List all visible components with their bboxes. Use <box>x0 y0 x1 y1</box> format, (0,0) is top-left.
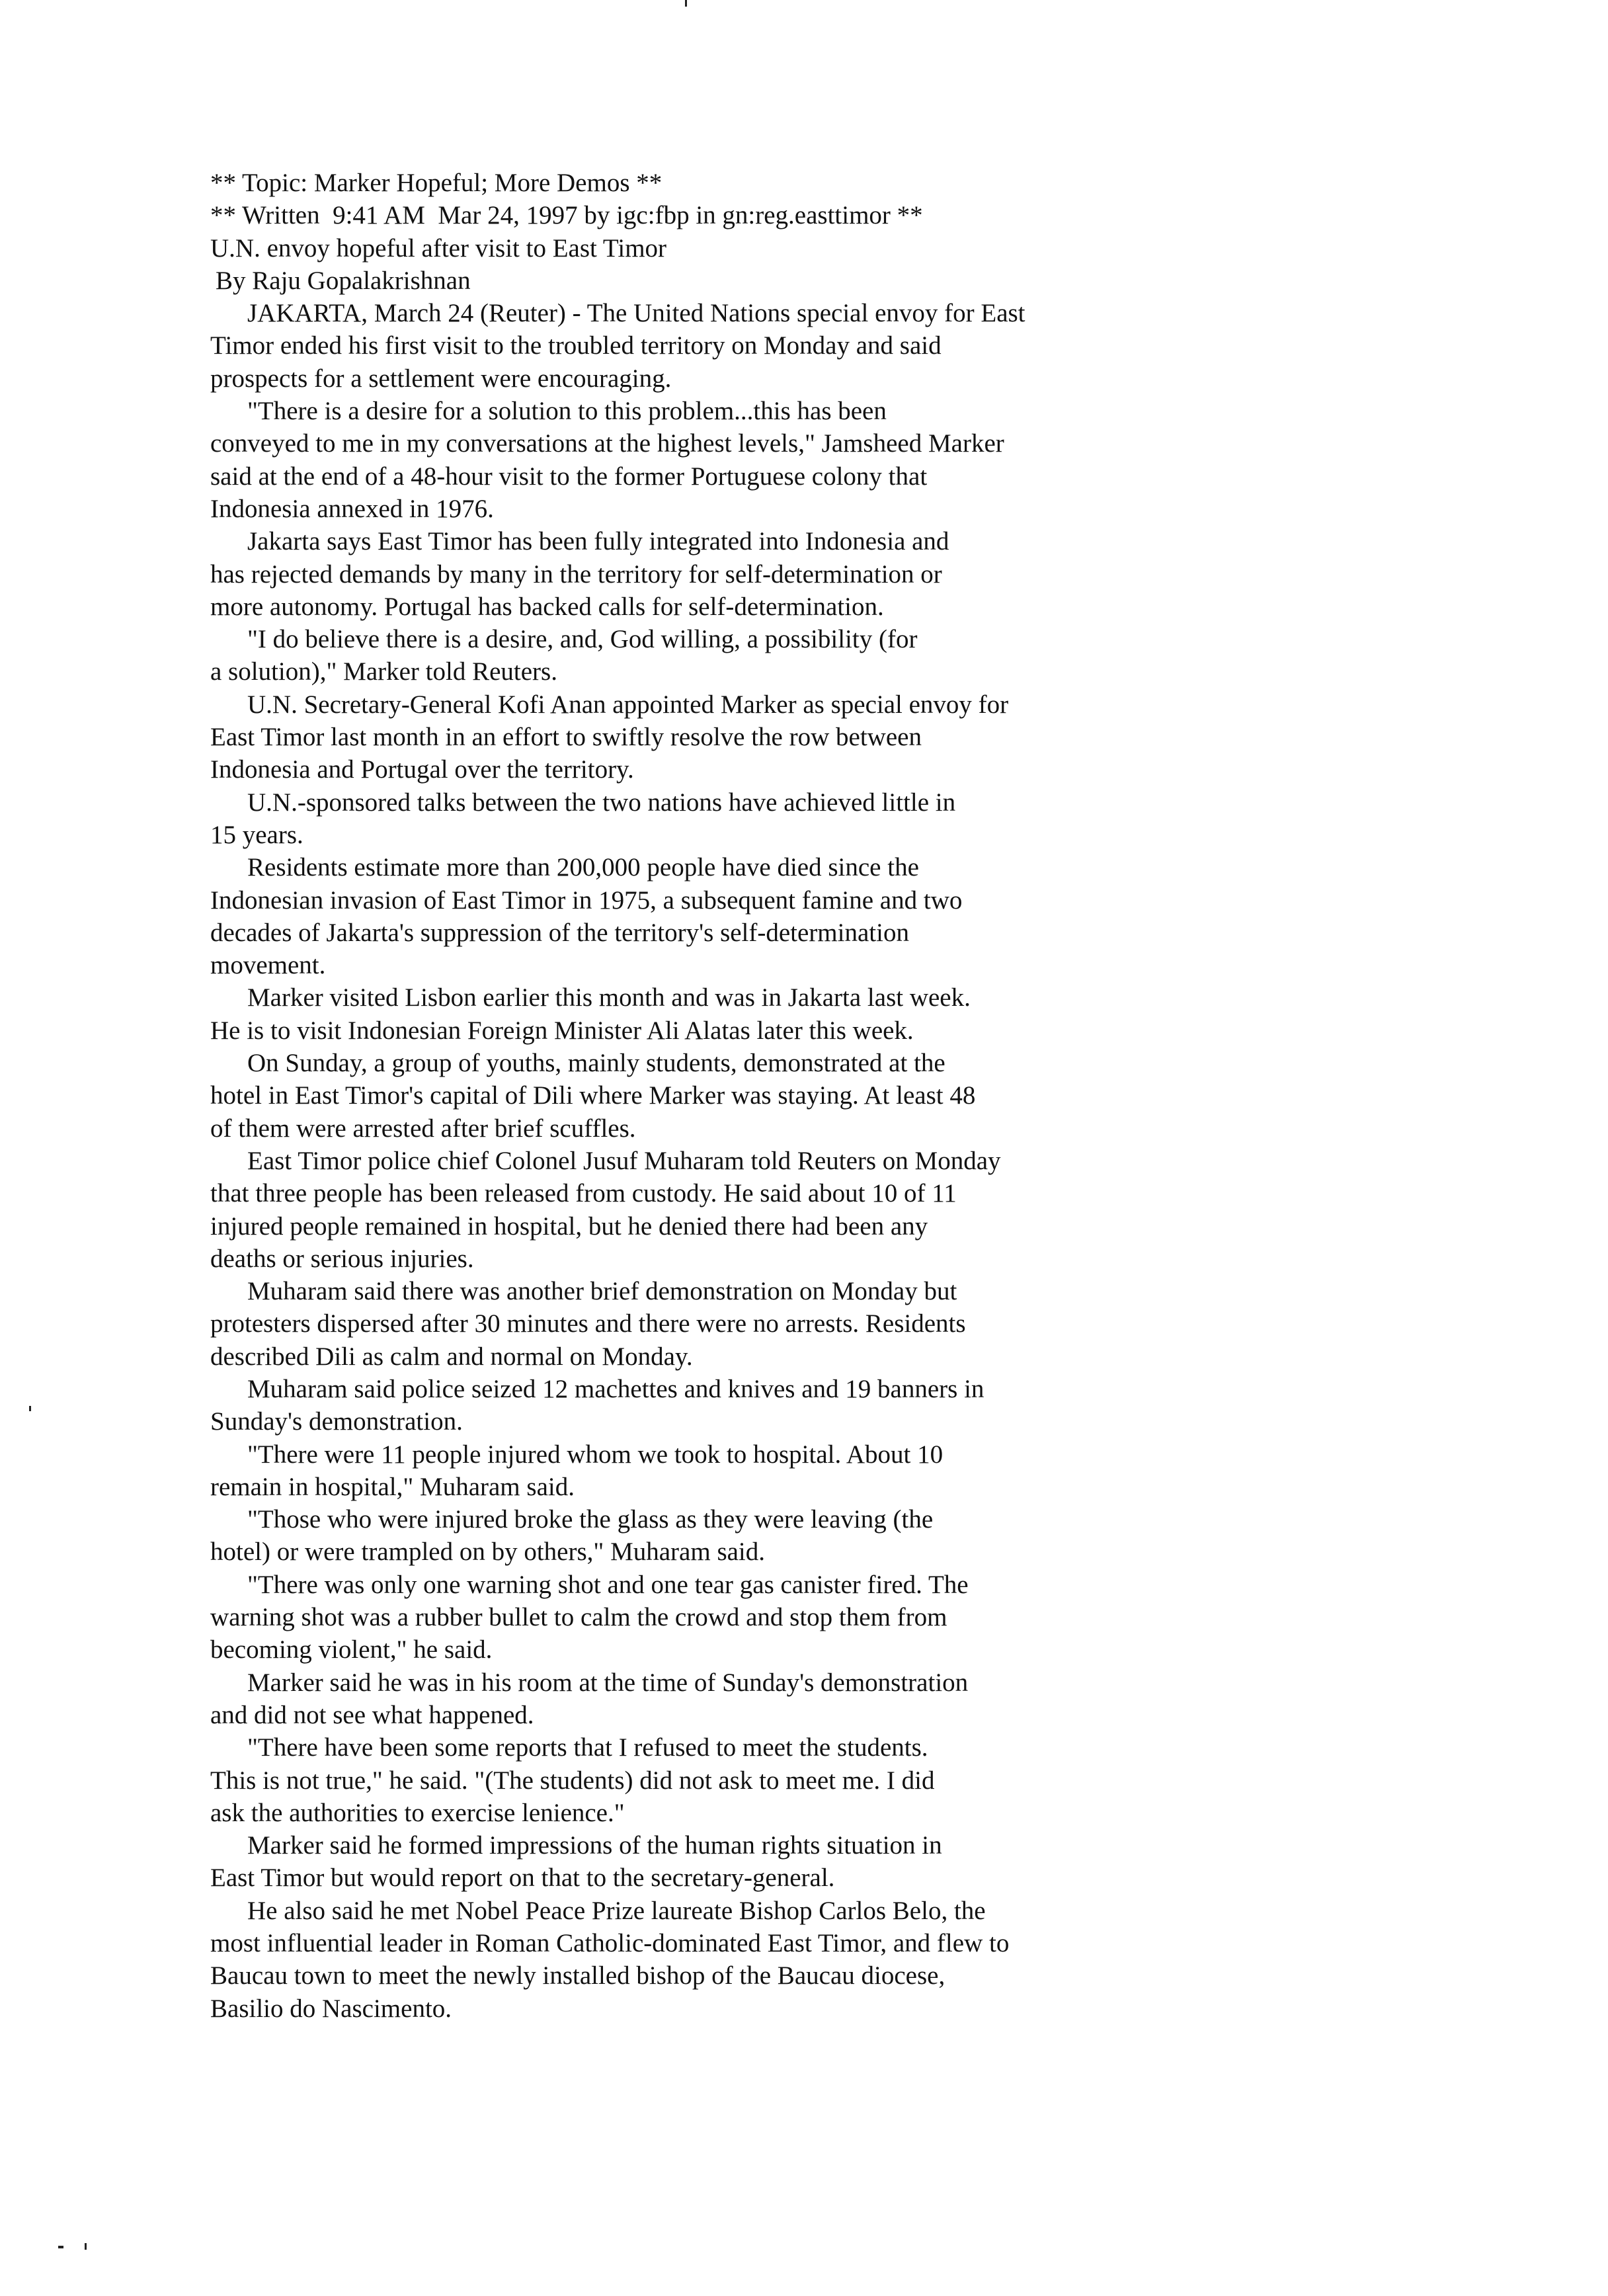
paragraph-line: most influential leader in Roman Catholic-dominated East Timor, and flew to <box>210 1929 1010 1958</box>
paragraph-line: Basilio do Nascimento. <box>210 1994 452 2023</box>
paragraph-line: of them were arrested after brief scuffles. <box>210 1114 636 1143</box>
paragraph-line: U.N.-sponsored talks between the two nations have achieved little in <box>247 788 956 817</box>
paragraph-line: He also said he met Nobel Peace Prize laureate Bishop Carlos Belo, the <box>247 1896 986 1925</box>
paragraph-line: 15 years. <box>210 820 303 849</box>
paragraph-line: prospects for a settlement were encouraging. <box>210 364 672 393</box>
paragraph-line: East Timor police chief Colonel Jusuf Muharam told Reuters on Monday <box>247 1146 1001 1175</box>
paragraph-line: Indonesian invasion of East Timor in 1975, a subsequent famine and two <box>210 885 963 915</box>
paragraph-line: Marker said he was in his room at the time of Sunday's demonstration <box>247 1668 969 1697</box>
scan-speck <box>685 0 687 7</box>
paragraph-line: said at the end of a 48-hour visit to the former Portuguese colony that <box>210 462 928 491</box>
paragraph-line: "There were 11 people injured whom we took to hospital. About 10 <box>247 1440 944 1469</box>
paragraph-line: "I do believe there is a desire, and, God willing, a possibility (for <box>247 625 918 654</box>
paragraph-line: "There have been some reports that I refused to meet the students. <box>247 1733 928 1762</box>
paragraph-line: more autonomy. Portugal has backed calls for self-determination. <box>210 592 884 621</box>
paragraph-line: He is to visit Indonesian Foreign Minister Ali Alatas later this week. <box>210 1016 914 1045</box>
paragraph-line: and did not see what happened. <box>210 1700 534 1729</box>
paragraph-line: that three people has been released from custody. He said about 10 of 11 <box>210 1179 957 1208</box>
paragraph-line: remain in hospital," Muharam said. <box>210 1472 575 1501</box>
paragraph-line: hotel in East Timor's capital of Dili where Marker was staying. At least 48 <box>210 1081 976 1110</box>
paragraph-line: movement. <box>210 951 326 980</box>
paragraph-line: "There is a desire for a solution to this problem...this has been <box>247 397 887 426</box>
paragraph-line: Indonesia annexed in 1976. <box>210 494 494 523</box>
paragraph-line: U.N. Secretary-General Kofi Anan appointed Marker as special envoy for <box>247 690 1009 719</box>
paragraph-line: Marker said he formed impressions of the human rights situation in <box>247 1831 942 1860</box>
paragraph-line: Baucau town to meet the newly installed bishop of the Baucau diocese, <box>210 1961 945 1990</box>
paragraph-line: warning shot was a rubber bullet to calm the crowd and stop them from <box>210 1603 947 1632</box>
paragraph-line: Jakarta says East Timor has been fully integrated into Indonesia and <box>247 527 949 556</box>
paragraph-line: JAKARTA, March 24 (Reuter) - The United Nations special envoy for East <box>247 299 1025 328</box>
paragraph-line: Muharam said police seized 12 machettes and knives and 19 banners in <box>247 1374 985 1403</box>
paragraph-line: Timor ended his first visit to the troubled territory on Monday and said <box>210 331 942 360</box>
scan-speck <box>58 2246 63 2248</box>
topic-header: ** Topic: Marker Hopeful; More Demos ** <box>210 169 663 197</box>
paragraph-line: East Timor last month in an effort to swiftly resolve the row between <box>210 723 922 752</box>
paragraph-line: a solution)," Marker told Reuters. <box>210 657 557 686</box>
paragraph-line: ask the authorities to exercise lenience." <box>210 1798 625 1827</box>
byline: By Raju Gopalakrishnan <box>216 266 471 295</box>
scan-speck <box>29 1406 31 1411</box>
paragraph-line: deaths or serious injuries. <box>210 1244 474 1273</box>
paragraph-line: Indonesia and Portugal over the territory. <box>210 755 634 784</box>
paragraph-line: Marker visited Lisbon earlier this month and was in Jakarta last week. <box>247 983 971 1012</box>
paragraph-line: "There was only one warning shot and one tear gas canister fired. The <box>247 1570 969 1599</box>
paragraph-line: conveyed to me in my conversations at the highest levels," Jamsheed Marker <box>210 429 1004 458</box>
article-body <box>210 167 1162 2025</box>
paragraph-line: Residents estimate more than 200,000 people have died since the <box>247 853 919 882</box>
paragraph-line: injured people remained in hospital, but he denied there had been any <box>210 1211 928 1241</box>
written-header: ** Written 9:41 AM Mar 24, 1997 by igc:fbp in gn:reg.easttimor ** <box>210 201 923 230</box>
paragraph-line: has rejected demands by many in the territory for self-determination or <box>210 559 942 589</box>
paragraph-line: protesters dispersed after 30 minutes and there were no arrests. Residents <box>210 1309 966 1338</box>
paragraph-line: hotel) or were trampled on by others," Muharam said. <box>210 1538 766 1567</box>
paragraph-line: Muharam said there was another brief demonstration on Monday but <box>247 1277 957 1306</box>
paragraph-line: described Dili as calm and normal on Monday. <box>210 1342 693 1371</box>
paragraph-line: becoming violent," he said. <box>210 1635 493 1664</box>
paragraph-line: "Those who were injured broke the glass as they were leaving (the <box>247 1505 934 1534</box>
paragraph-line: East Timor but would report on that to the secretary-general. <box>210 1864 835 1893</box>
paragraph-line: decades of Jakarta's suppression of the territory's self-determination <box>210 918 909 947</box>
paragraph-line: On Sunday, a group of youths, mainly students, demonstrated at the <box>247 1049 945 1078</box>
paragraph-line: This is not true," he said. "(The students) did not ask to meet me. I did <box>210 1766 935 1795</box>
headline: U.N. envoy hopeful after visit to East Timor <box>210 233 667 263</box>
scan-speck <box>85 2243 87 2250</box>
paragraph-line: Sunday's demonstration. <box>210 1407 463 1436</box>
